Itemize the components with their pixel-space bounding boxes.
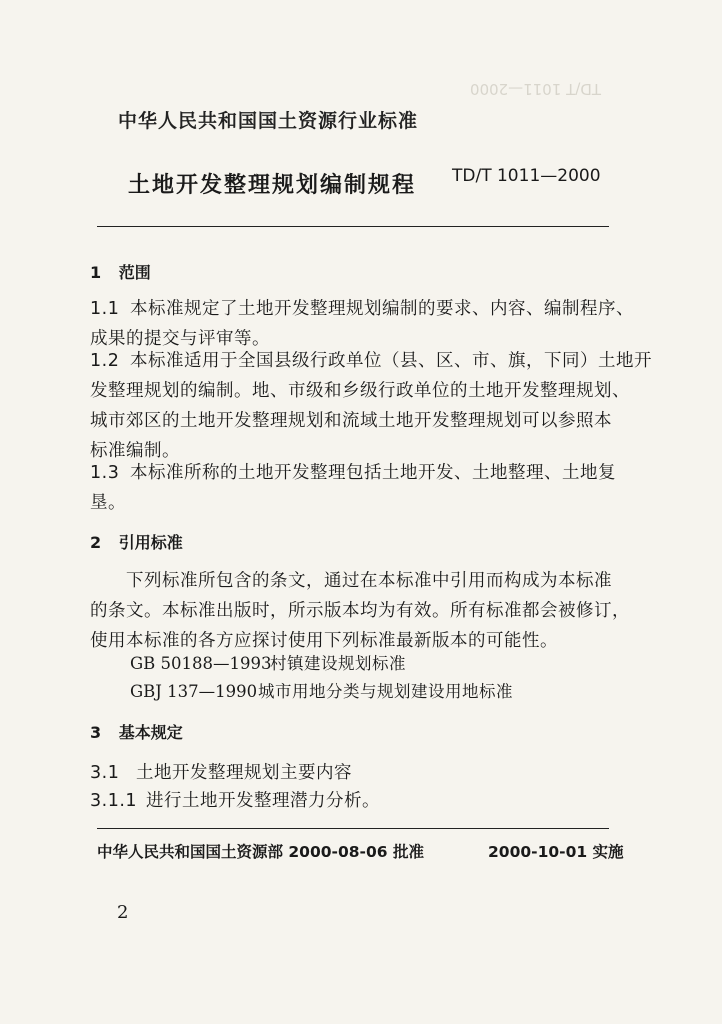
clause-3-1-1 [90,787,380,812]
clause-text: 进行土地开发整理潜力分析。 [146,791,380,811]
clause-number: 1.2 [90,351,120,371]
section-2-heading [90,530,183,553]
document-title: 土地开发整理规划编制规程 [128,173,417,198]
org-name: 中华人民共和国国土资源行业标准 [118,110,419,132]
effective-date: 2000-10-01 实施 [488,843,624,861]
clause-number: 3.1 [90,763,120,783]
reference-code: GBJ 137—1990 [130,682,258,701]
header-rule [97,226,609,227]
section-title: 基本规定 [118,723,183,742]
section-3-heading [90,720,183,743]
section-number: 2 [90,533,102,552]
body-line: 下列标准所包含的条文，通过在本标准中引用而构成为本标准 [126,571,612,591]
clause-line: 城市郊区的土地开发整理规划和流域土地开发整理规划可以参照本 [90,411,612,431]
clause-line: 本标准适用于全国县级行政单位（县、区、市、旗，下同）土地开 [130,351,652,371]
bleed-through-header: TD/T 1011—2000 [470,80,602,98]
clause-line: 成果的提交与评审等。 [90,329,270,349]
clause-1-2 [90,346,652,466]
section-2-body [90,566,630,656]
body-line: 使用本标准的各方应探讨使用下列标准最新版本的可能性。 [90,631,558,651]
footer-rule [97,828,609,829]
clause-1-1 [90,294,634,354]
clause-line: 发整理规划的编制。地、市级和乡级行政单位的土地开发整理规划、 [90,381,630,401]
approval-line: 中华人民共和国国土资源部 2000-08-06 批准 [97,843,424,861]
reference-item [130,678,513,702]
section-number: 3 [90,723,102,742]
clause-line: 本标准所称的土地开发整理包括土地开发、土地整理、土地复 [130,463,616,483]
clause-number: 3.1.1 [90,791,138,811]
page-number: 2 [117,902,129,923]
reference-title: 村镇建设规划标准 [270,654,406,673]
clause-line: 标准编制。 [90,441,180,461]
clause-number: 1.1 [90,299,120,319]
clause-1-3 [90,458,620,518]
clause-line: 本标准规定了土地开发整理规划编制的要求、内容、编制程序、 [130,299,634,319]
clause-3-1 [90,759,352,784]
section-number: 1 [90,263,102,282]
body-line: 的条文。本标准出版时，所示版本均为有效。所有标准都会被修订， [90,601,630,621]
clause-number: 1.3 [90,463,120,483]
clause-line: 垦。 [90,493,126,513]
reference-code: GB 50188—1993 [130,654,272,673]
section-title: 范围 [118,263,151,282]
reference-item [130,650,406,674]
section-title: 引用标准 [118,533,183,552]
section-1-heading [90,260,151,283]
reference-title: 城市用地分类与规划建设用地标准 [258,682,513,701]
clause-text: 土地开发整理规划主要内容 [136,763,352,783]
standard-code: TD/T 1011—2000 [452,166,601,186]
